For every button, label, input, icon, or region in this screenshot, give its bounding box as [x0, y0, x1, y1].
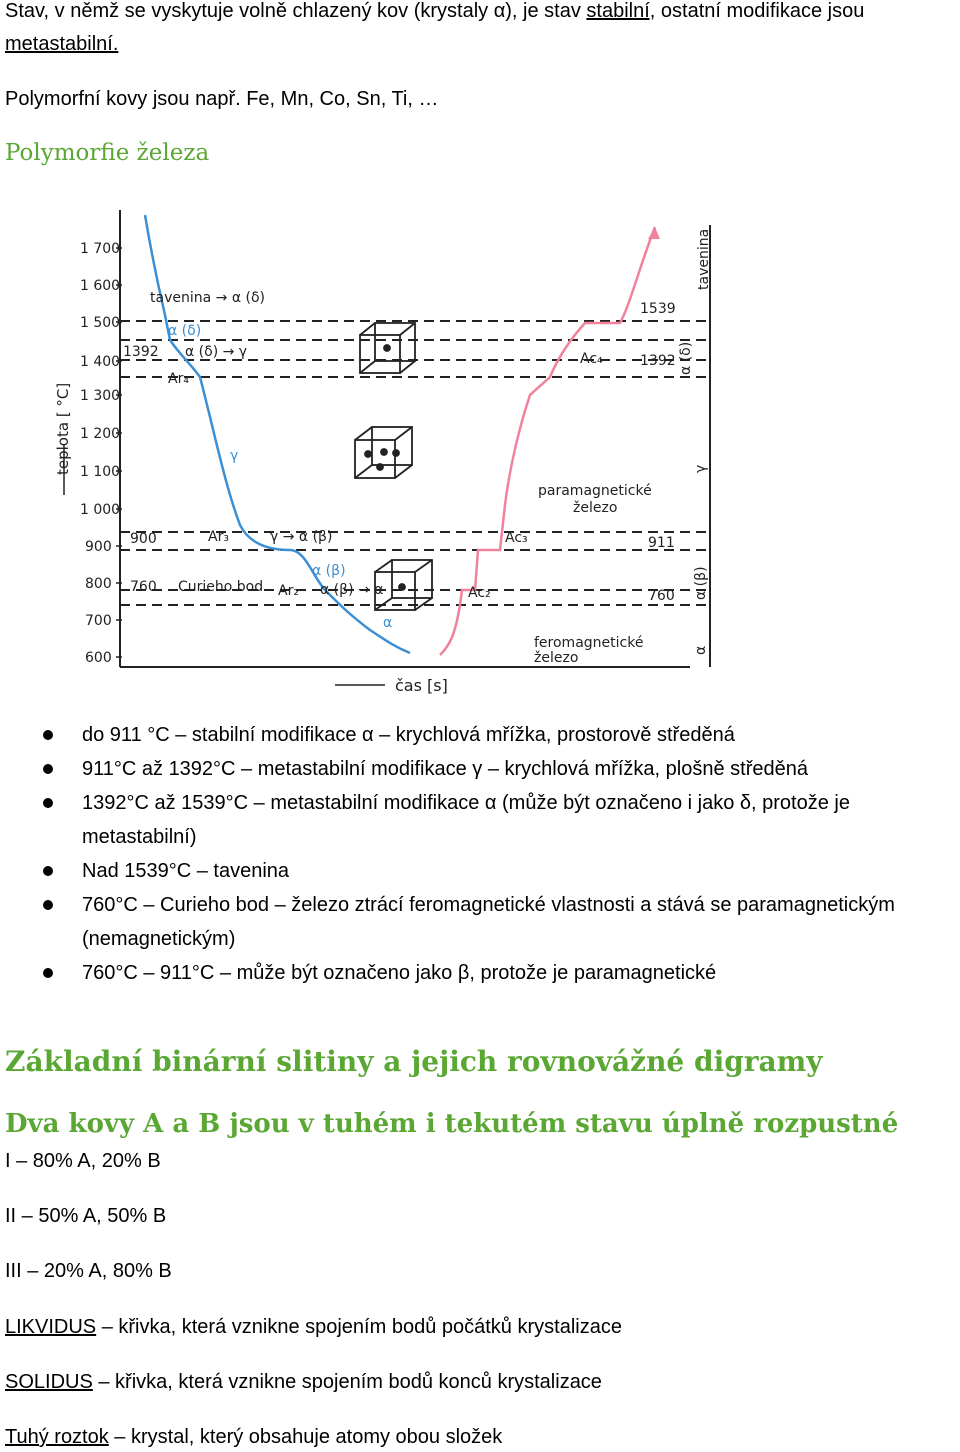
- label-1392-right: 1392: [640, 353, 676, 369]
- label-gamma-alpha-beta: γ → α (β): [270, 529, 333, 545]
- bullet-dot-icon: [43, 968, 53, 978]
- term-liquidus: LIKVIDUS: [5, 1316, 97, 1338]
- y-tick: 900: [85, 539, 112, 555]
- y-tick: 1 000: [80, 502, 121, 518]
- dashed-levels: [120, 321, 710, 605]
- intro-line-2: [5, 33, 118, 56]
- label-1539: 1539: [640, 301, 676, 317]
- y-tick-labels: [80, 241, 120, 666]
- label-paramagnetic: paramagnetické: [538, 483, 652, 499]
- bullet-dot-icon: [43, 730, 53, 740]
- y-tick: 1 100: [80, 464, 121, 480]
- x-axis-label: čas [s]: [395, 676, 448, 695]
- y-tick: 1 300: [80, 388, 121, 404]
- definition-solidus: SOLIDUS – křivka, která vznikne spojením bodů konců krystalizace: [5, 1371, 602, 1393]
- label-side-alpha-delta: α (δ): [678, 341, 694, 375]
- right-side-phases: [678, 229, 712, 655]
- label-tavenina-arrow: tavenina → α (δ): [150, 290, 265, 306]
- bcc-cube-icon-2: [375, 560, 432, 610]
- y-tick: 800: [85, 576, 112, 592]
- fcc-cube-icon: [355, 427, 412, 478]
- bullet-item: 760°C – Curieho bod – železo ztrácí feromagnetické vlastnosti a stává se paramagnetickým (nemagnetickým): [0, 888, 960, 956]
- label-ferromagnetic-2: železo: [534, 650, 579, 666]
- label-paramagnetic-2: železo: [573, 500, 618, 516]
- composition-1: I – 80% A, 20% B: [5, 1150, 161, 1172]
- intro-line-1: [5, 0, 864, 23]
- label-760-left: 760: [130, 579, 157, 595]
- y-axis-label: teplota [ °C]: [54, 382, 72, 475]
- label-alpha: α: [383, 615, 393, 631]
- bullet-dot-icon: [43, 764, 53, 774]
- y-tick: 700: [85, 613, 112, 629]
- definition-liquidus: LIKVIDUS – křivka, která vznikne spojením bodů počátků krystalizace: [5, 1316, 622, 1338]
- label-side-gamma: γ: [693, 464, 709, 473]
- label-ar3: Ar₃: [208, 529, 229, 545]
- label-alpha-beta-alpha: α (β) → α: [320, 582, 384, 598]
- bullet-dot-icon: [43, 866, 53, 876]
- stable-term: stabilní,: [586, 0, 656, 22]
- term-solidus: SOLIDUS: [5, 1371, 93, 1393]
- label-ac3: Ac₃: [505, 530, 528, 546]
- y-tick: 1 600: [80, 278, 121, 294]
- heating-arrowhead: [648, 227, 660, 239]
- label-760-right: 760: [648, 588, 675, 604]
- bullet-item: 1392°C až 1539°C – metastabilní modifikace α (může být označeno i jako δ, protože je metastabilní): [0, 786, 960, 854]
- right-labels: [468, 301, 676, 666]
- composition-3: III – 20% A, 80% B: [5, 1260, 172, 1282]
- label-curie: Curieho bod: [178, 579, 264, 595]
- y-tick: 1 400: [80, 354, 121, 370]
- iron-polymorphism-figure: [50, 205, 730, 700]
- bullet-item: 760°C – 911°C – může být označeno jako β, protože je paramagnetické: [0, 956, 960, 990]
- bullet-list: [0, 718, 960, 990]
- label-side-alpha: α: [693, 645, 709, 655]
- left-labels: [123, 290, 392, 631]
- label-alpha-delta-gamma: α (δ) → γ: [185, 344, 248, 360]
- y-tick: 1 700: [80, 241, 121, 257]
- y-tick: 1 200: [80, 426, 121, 442]
- metastable-term: metastabilní.: [5, 33, 119, 55]
- y-tick: 1 500: [80, 315, 121, 331]
- label-ac2: Ac₂: [468, 585, 491, 601]
- bullet-dot-icon: [43, 798, 53, 808]
- label-ar4: Ar₄: [168, 371, 189, 387]
- label-900-left: 900: [130, 531, 157, 547]
- label-side-alpha-beta: α (β): [693, 566, 709, 600]
- intro-line-3: Polymorfní kovy jsou např. Fe, Mn, Co, Sn, Ti, …: [5, 88, 439, 110]
- bullet-dot-icon: [43, 900, 53, 910]
- label-911: 911: [648, 535, 675, 551]
- bullet-item: do 911 °C – stabilní modifikace α – krychlová mřížka, prostorově středěná: [0, 718, 960, 752]
- bullet-item: 911°C až 1392°C – metastabilní modifikace γ – krychlová mřížka, plošně středěná: [0, 752, 960, 786]
- label-1392-left: 1392: [123, 344, 159, 360]
- bullet-item: Nad 1539°C – tavenina: [0, 854, 960, 888]
- section-title-binary-alloys: Základní binární slitiny a jejich rovnovážné digramy: [5, 1045, 823, 1078]
- label-ferromagnetic: feromagnetické: [534, 635, 644, 651]
- composition-2: II – 50% A, 50% B: [5, 1205, 167, 1227]
- crystal-lattice-icons: [355, 323, 432, 610]
- label-alpha-delta: α (δ): [168, 323, 202, 339]
- definition-solid-solution: Tuhý roztok – krystal, který obsahuje atomy obou složek: [5, 1426, 503, 1448]
- term-solid-solution: Tuhý roztok: [5, 1426, 109, 1448]
- label-tavenina-vertical: tavenina: [696, 228, 712, 290]
- section-title-polymorphism: Polymorfie železa: [5, 140, 210, 166]
- label-ac4: Ac₄: [580, 351, 603, 367]
- intro-text-2: ostatní modifikace jsou: [655, 0, 865, 22]
- label-alpha-beta: α (β): [312, 563, 346, 579]
- section-subtitle-soluble: Dva kovy A a B jsou v tuhém i tekutém stavu úplně rozpustné: [5, 1109, 899, 1139]
- label-ar2: Ar₂: [278, 583, 299, 599]
- bcc-cube-icon: [360, 323, 415, 373]
- y-tick: 600: [85, 650, 112, 666]
- intro-text: Stav, v němž se vyskytuje volně chlazený kov (krystaly α), je stav: [5, 0, 587, 22]
- label-gamma: γ: [230, 448, 239, 464]
